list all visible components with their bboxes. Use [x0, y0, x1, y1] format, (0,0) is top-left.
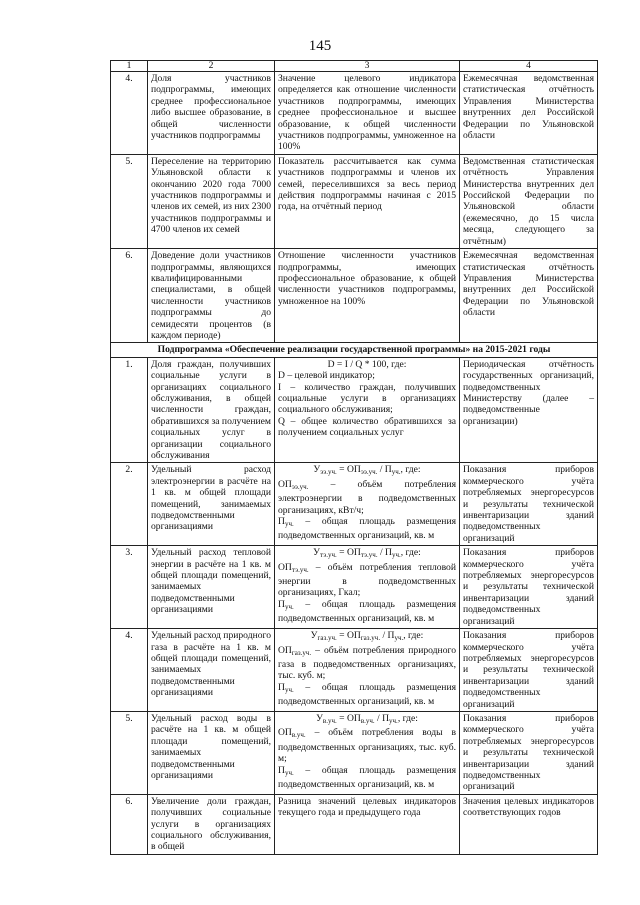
table-row — [111, 794, 598, 854]
data-source: Ежемесячная ведомственная статистическая отчётность Управления Министерства внутренних дел Российской Федерации по Ульяновской области — [460, 249, 598, 343]
section-header-row — [111, 343, 598, 357]
column-header: 1 — [111, 61, 148, 72]
formula-term: $П_{уч.}$ – общая площадь размещения подведомственных организаций, кв. м — [278, 516, 456, 542]
formula-term: I – количество граждан, получивших социальные услуги в организациях социального обслуживания; — [278, 381, 456, 416]
data-source: Ежемесячная ведомственная статистическая отчётность Управления Министерства внутренних дел Российской Федерации по Ульяновской области — [460, 72, 598, 155]
formula: D = I / Q * 100, где: — [327, 358, 407, 370]
formula-term: $ОП_{в.уч.}$ – объём потребления воды в подведомственных организациях, тыс. куб. м; — [278, 727, 456, 765]
indicator-name: Удельный расход электроэнергии в расчёте на 1 кв. м общей площади помещений, занимаемых подведомственными организациями — [148, 463, 275, 546]
row-number: 4. — [111, 72, 148, 155]
table-row — [111, 154, 598, 248]
indicator-name: Удельный расход воды в расчёте на 1 кв. м общей площади помещений, занимаемых подведомственными организациями — [148, 711, 275, 794]
table-row — [111, 249, 598, 343]
formula: $У_{ээ.уч.} = ОП_{ээ.уч.} / П_{уч.}$, где: — [313, 464, 421, 477]
column-header: 3 — [275, 61, 460, 72]
data-source: Периодическая отчётность государственных организаций, подведомственных Министерству (далее – подведомственные организации) — [460, 357, 598, 463]
calculation-method — [275, 463, 460, 546]
table-row — [111, 711, 598, 794]
table-row — [111, 72, 598, 155]
indicator-name: Удельный расход тепловой энергии в расчёте на 1 кв. м общей площади помещений, занимаемых подведомственными организациями — [148, 546, 275, 629]
calculation-method: Отношение численности участников подпрограммы, имеющих профессиональное образование, к общей численности участников подпрограммы, умноженное на 100% — [275, 249, 460, 343]
indicators-table — [110, 60, 598, 855]
indicator-name: Удельный расход природного газа в расчёте на 1 кв. м общей площади помещений, занимаемых подведомственными организациями — [148, 629, 275, 712]
table-row — [111, 629, 598, 712]
formula-term: D – целевой индикатор; — [278, 370, 375, 382]
calculation-method — [275, 629, 460, 712]
indicator-name: Доля граждан, получивших социальные услуги в организациях социального обслуживания, в общей численности граждан, обратившихся за получением социальных услуг в организации социального обслуживания — [148, 357, 275, 463]
formula-term: $ОП_{газ.уч.}$ – объём потребления природного газа в подведомственных организациях, тыс. куб. м; — [278, 644, 456, 682]
row-number: 6. — [111, 794, 148, 854]
section-title: Подпрограмма «Обеспечение реализации государственной программы» на 2015-2021 годы — [111, 343, 598, 357]
data-source: Показания приборов коммерческого учёта потребляемых энергоресурсов и результаты технической инвентаризации зданий подведомственных организаций — [460, 463, 598, 546]
row-number: 5. — [111, 711, 148, 794]
indicator-name: Увеличение доли граждан, получивших социальные услуги в организациях социального обслуживания, в общей — [148, 794, 275, 854]
indicator-name: Переселение на территорию Ульяновской области к окончанию 2020 года 7000 участников подпрограммы и членов их семей, из них 2300 участников подпрограммы и 4700 членов их семей — [148, 154, 275, 248]
table-row — [111, 357, 598, 463]
data-source: Показания приборов коммерческого учёта потребляемых энергоресурсов и результаты технической инвентаризации зданий подведомственных организаций — [460, 711, 598, 794]
calculation-method — [275, 546, 460, 629]
row-number: 2. — [111, 463, 148, 546]
row-number: 3. — [111, 546, 148, 629]
row-number: 6. — [111, 249, 148, 343]
formula-term: Q – общее количество обратившихся за получением социальных услуг — [278, 415, 456, 439]
formula-term: $ОП_{ээ.уч.}$ – объём потребления электроэнергии в подведомственных организациях, кВт/ч; — [278, 478, 456, 516]
column-header: 2 — [148, 61, 275, 72]
table-row — [111, 463, 598, 546]
table-row — [111, 546, 598, 629]
page-number: 145 — [308, 38, 332, 54]
data-source: Показания приборов коммерческого учёта потребляемых энергоресурсов и результаты технической инвентаризации зданий подведомственных организаций — [460, 629, 598, 712]
calculation-method: Показатель рассчитывается как сумма участников подпрограммы и членов их семей, переселившихся за весь период действия подпрограммы начиная с 2015 года, на отчётный период — [275, 154, 460, 248]
indicator-name: Доля участников подпрограммы, имеющих среднее профессиональное либо высшее образование, в общей численности участников подпрограммы — [148, 72, 275, 155]
table-header-row — [111, 61, 598, 72]
calculation-method: Значение целевого индикатора определяется как отношение численности участников подпрограммы, имеющих среднее профессиональное и высшее образование, к общей численности участников подпрограммы, умноженное на 100% — [275, 72, 460, 155]
formula: $У_{газ.уч.} = ОП_{газ.уч.} / П_{уч.}$, где: — [310, 630, 424, 643]
formula-term: $П_{уч.}$ – общая площадь размещения подведомственных организаций, кв. м — [278, 681, 456, 708]
formula-term: $ОП_{тэ.уч.}$ – объём потребления тепловой энергии в подведомственных организациях, Гкал; — [278, 561, 456, 599]
formula: $У_{тэ.уч.} = ОП_{тэ.уч.} / П_{уч.}$, где: — [313, 547, 421, 560]
data-source: Значения целевых индикаторов соответствующих годов — [460, 794, 598, 854]
data-source: Ведомственная статистическая отчётность Управления Министерства внутренних дел Российской Федерации по Ульяновской области (ежемесячно, до 15 числа месяца, следующего за отчётным) — [460, 154, 598, 248]
calculation-method — [275, 357, 460, 463]
row-number: 1. — [111, 357, 148, 463]
row-number: 5. — [111, 154, 148, 248]
formula-term: $П_{уч.}$ – общая площадь размещения подведомственных организаций, кв. м — [278, 598, 456, 625]
formula: $У_{в.уч.} = ОП_{в.уч.} / П_{уч.}$, где: — [316, 712, 418, 725]
indicator-name: Доведение доли участников подпрограммы, являющихся квалифицированными специалистами, в общей численности участников подпрограммы до семидесяти процентов (в каждом периоде) — [148, 249, 275, 343]
calculation-method — [275, 711, 460, 794]
calculation-method: Разница значений целевых индикаторов текущего года и предыдущего года — [275, 794, 460, 854]
row-number: 4. — [111, 629, 148, 712]
column-header: 4 — [460, 61, 598, 72]
data-source: Показания приборов коммерческого учёта потребляемых энергоресурсов и результаты технической инвентаризации зданий подведомственных организаций — [460, 546, 598, 629]
formula-term: $П_{уч.}$ – общая площадь размещения подведомственных организаций, кв. м — [278, 764, 456, 790]
